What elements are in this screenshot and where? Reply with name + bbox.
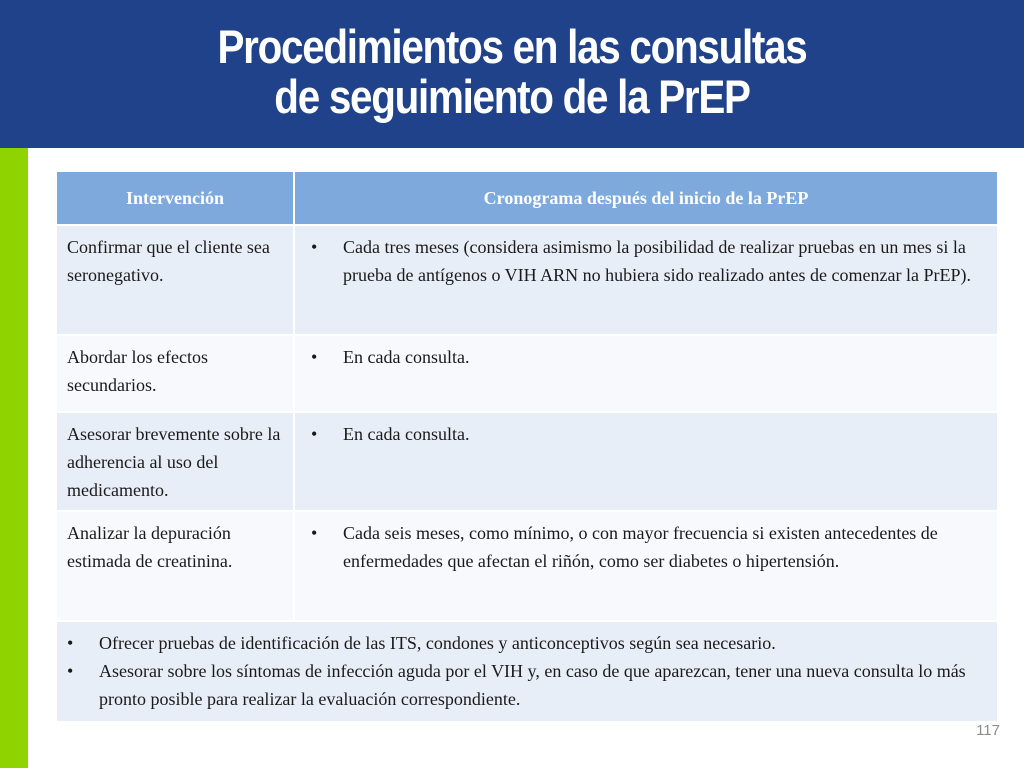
bullet: • (67, 633, 74, 653)
header-schedule: Cronograma después del inicio de la PrEP (294, 171, 998, 225)
schedule-text: En cada consulta. (343, 347, 470, 367)
title-bar (0, 0, 1024, 148)
table-header-row (56, 171, 998, 225)
bullet: • (67, 661, 74, 681)
table-row (56, 335, 998, 412)
footer-cell (56, 621, 998, 722)
intervention-cell: Confirmar que el cliente sea seronegativo. (56, 225, 294, 335)
table-row (56, 225, 998, 335)
footer-item-text: Ofrecer pruebas de identificación de las ITS, condones y anticonceptivos según sea necesario. (99, 633, 776, 653)
schedule-text: En cada consulta. (343, 424, 470, 444)
schedule-text: Cada tres meses (considera asimismo la posibilidad de realizar pruebas en un mes si la prueba de antígenos o VIH ARN no hubiera sido realizado antes de comenzar la PrEP). (343, 237, 971, 285)
slide-title-line-2: de seguimiento de la PrEP (274, 70, 750, 123)
intervention-cell: Asesorar brevemente sobre la adherencia al uso del medicamento. (56, 412, 294, 511)
page-number: 117 (976, 722, 1000, 739)
intervention-cell: Analizar la depuración estimada de creatinina. (56, 511, 294, 621)
table-row (56, 412, 998, 511)
table-footer-row (56, 621, 998, 722)
schedule-cell (294, 335, 998, 412)
slide-title (72, 22, 953, 122)
schedule-cell (294, 225, 998, 335)
bullet: • (311, 523, 318, 543)
bullet: • (311, 237, 318, 257)
list-item (67, 629, 987, 657)
procedures-table-container (55, 170, 999, 723)
procedures-table (55, 170, 999, 723)
schedule-cell (294, 511, 998, 621)
footer-item-text: Asesorar sobre los síntomas de infección aguda por el VIH y, en caso de que aparezcan, tener una nueva consulta lo más pronto posible para realizar la evaluación correspondiente. (99, 661, 966, 709)
bullet: • (311, 347, 318, 367)
bullet: • (311, 424, 318, 444)
table-row (56, 511, 998, 621)
header-intervention: Intervención (56, 171, 294, 225)
slide-title-line-1: Procedimientos en las consultas (217, 20, 807, 73)
accent-bar (0, 148, 28, 768)
list-item (67, 657, 987, 713)
schedule-cell (294, 412, 998, 511)
schedule-text: Cada seis meses, como mínimo, o con mayor frecuencia si existen antecedentes de enfermedades que afectan el riñón, como ser diabetes o hipertensión. (343, 523, 938, 571)
intervention-cell: Abordar los efectos secundarios. (56, 335, 294, 412)
